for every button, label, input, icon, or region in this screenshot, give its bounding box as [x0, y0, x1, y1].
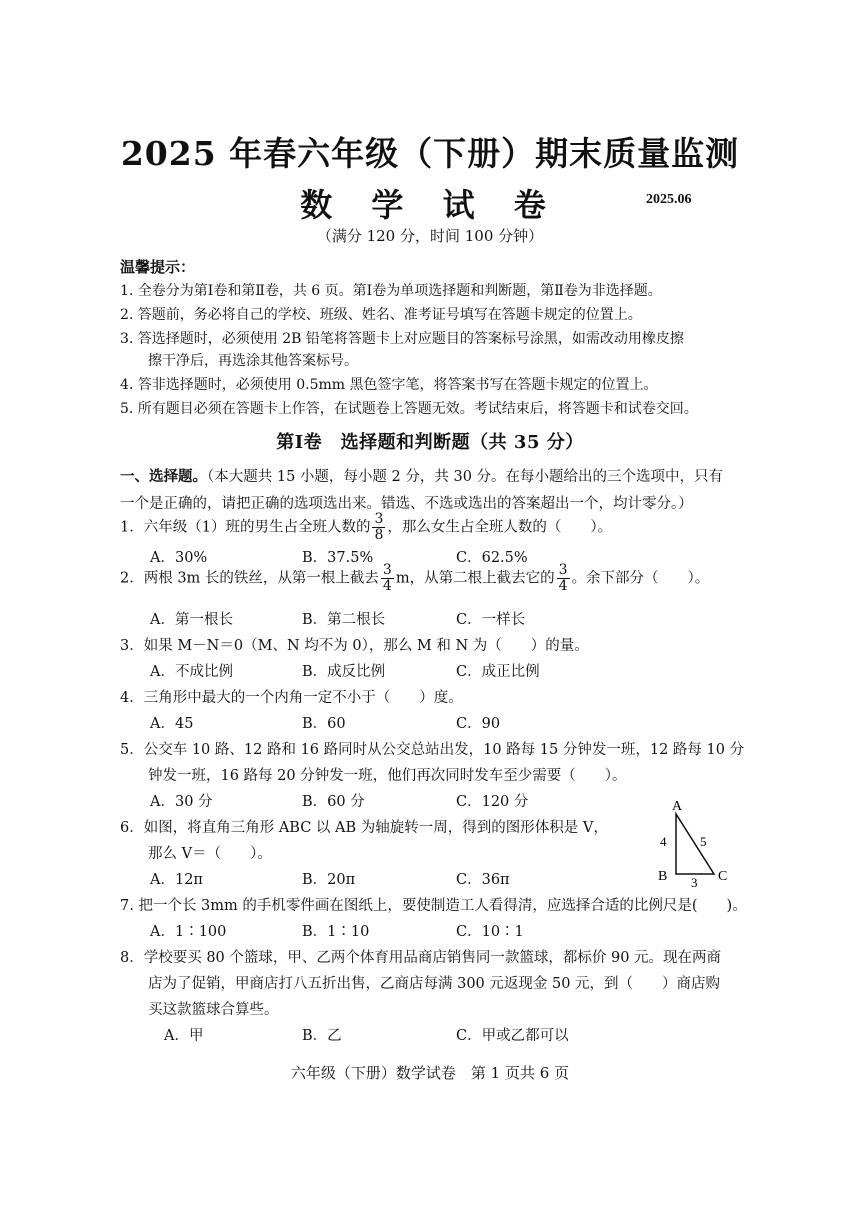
question-2-text-mid: m，从第二根上截去它的	[395, 570, 555, 587]
right-triangle-figure	[652, 796, 742, 888]
question-1	[120, 512, 612, 543]
tip-4: 4. 答非选择题时，必须使用 0.5mm 黑色签字笔，将答案书写在答题卡规定的位置上。	[120, 377, 658, 393]
tip-3: 3. 答选择题时，必须使用 2B 铅笔将答题卡上对应题目的答案标号涂黑，如需改动用橡皮擦	[120, 331, 684, 347]
exam-subject-title: 数 学 试 卷	[300, 186, 560, 224]
option-b[interactable]: B．60	[302, 716, 346, 732]
option-b[interactable]: B．成反比例	[302, 664, 386, 680]
question-2-text: 2．两根 3m 长的铁丝，从第一根上截去	[120, 570, 379, 587]
tips-heading: 温馨提示：	[120, 258, 196, 276]
option-b[interactable]: B．1∶10	[302, 924, 370, 940]
question-8-cont-1: 店为了促销，甲商店打八五折出售，乙商店每满 300 元返现金 50 元，到（ ）商店购	[148, 976, 721, 992]
tip-3-cont: 擦干净后，再选涂其他答案标号。	[148, 353, 358, 369]
option-a[interactable]: A．1∶100	[150, 924, 227, 940]
fraction	[381, 563, 394, 594]
option-a[interactable]: A．甲	[164, 1028, 204, 1044]
vertex-a-label: A	[672, 799, 683, 814]
exam-date: 2025.06	[646, 192, 692, 207]
question-5-cont: 钟发一班，16 路每 20 分钟发一班，他们再次同时发车至少需要（ ）。	[148, 768, 627, 784]
option-c[interactable]: C．62.5%	[456, 550, 528, 566]
option-c[interactable]: C．甲或乙都可以	[456, 1028, 569, 1044]
triangle-shape	[676, 814, 714, 874]
tip-1: 1. 全卷分为第Ⅰ卷和第Ⅱ卷，共 6 页。第Ⅰ卷为单项选择题和判断题，第Ⅱ卷为非选择题。	[120, 283, 662, 299]
option-c[interactable]: C．10∶1	[456, 924, 524, 940]
option-a[interactable]: A．30%	[150, 550, 208, 566]
tip-5: 5. 所有题目必须在答题卡上作答，在试题卷上答题无效。考试结束后，将答题卡和试卷交回。	[120, 401, 698, 417]
option-a[interactable]: A．第一根长	[150, 612, 233, 628]
option-b[interactable]: B．乙	[302, 1028, 342, 1044]
question-1-text: 1．六年级（1）班的男生占全班人数的	[120, 519, 371, 536]
option-b[interactable]: B．20π	[302, 872, 356, 888]
exam-title: 2025 年春六年级（下册）期末质量监测	[120, 134, 740, 173]
fraction-numerator: 3	[382, 562, 392, 578]
section-instruction-1	[120, 465, 723, 486]
page-footer: 六年级（下册）数学试卷 第 1 页共 6 页	[290, 1064, 570, 1082]
question-7: 7. 把一个长 3mm 的手机零件画在图纸上，要使制造工人看得清，应选择合适的比例尺是( )。	[120, 898, 747, 914]
part-label: 一、选择题。	[120, 468, 207, 485]
option-a[interactable]: A．12π	[150, 872, 203, 888]
option-a[interactable]: A．45	[150, 716, 194, 732]
option-a[interactable]: A．30 分	[150, 794, 213, 810]
option-b[interactable]: B．37.5%	[302, 550, 374, 566]
option-c[interactable]: C．成正比例	[456, 664, 540, 680]
fraction-denominator: 4	[382, 578, 392, 594]
question-1-text-end: ，那么女生占全班人数的（ ）。	[387, 519, 613, 536]
question-4: 4．三角形中最大的一个内角一定不小于（ ）度。	[120, 690, 463, 706]
option-c[interactable]: C．120 分	[456, 794, 529, 810]
question-8: 8．学校要买 80 个篮球，甲、乙两个体育用品商店销售同一款篮球，都标价 90 元。现在两商	[120, 950, 722, 966]
question-6-cont: 那么 V＝（ ）。	[148, 846, 272, 862]
question-6: 6．如图，将直角三角形 ABC 以 AB 为轴旋转一周，得到的图形体积是 V，	[120, 820, 608, 836]
section-title: 第Ⅰ卷 选择题和判断题（共 35 分）	[276, 432, 584, 453]
question-3: 3．如果 M－N＝0（M、N 均不为 0），那么 M 和 N 为（ ）的量。	[120, 638, 589, 654]
question-2	[120, 563, 709, 594]
vertex-c-label: C	[718, 869, 728, 884]
fraction-denominator: 8	[374, 527, 384, 543]
option-b[interactable]: B．60 分	[302, 794, 365, 810]
fraction-numerator: 3	[374, 511, 384, 527]
option-b[interactable]: B．第二根长	[302, 612, 386, 628]
section-instruction-2: 一个是正确的，请把正确的选项选出来。错选、不选或选出的答案超出一个，均计零分。）	[120, 496, 693, 512]
question-8-cont-2: 买这款篮球合算些。	[148, 1002, 279, 1018]
side-bc-label: 3	[691, 875, 698, 888]
instruction-text-1: （本大题共 15 小题，每小题 2 分，共 30 分。在每小题给出的三个选项中，只有	[207, 469, 724, 485]
question-5: 5．公交车 10 路、12 路和 16 路同时从公交总站出发，10 路每 15 分钟发一班，12 路每 10 分	[120, 742, 745, 758]
fraction-denominator: 4	[558, 578, 568, 594]
exam-score-time: （满分 120 分，时间 100 分钟）	[316, 227, 544, 245]
vertex-b-label: B	[658, 869, 668, 884]
fraction	[557, 563, 570, 594]
side-ac-label: 5	[700, 834, 707, 849]
tip-2: 2. 答题前，务必将自己的学校、班级、姓名、准考证号填写在答题卡规定的位置上。	[120, 307, 642, 323]
question-2-text-end: 。余下部分（ ）。	[571, 570, 710, 587]
fraction	[372, 512, 385, 543]
option-c[interactable]: C．90	[456, 716, 501, 732]
option-a[interactable]: A．不成比例	[150, 664, 233, 680]
side-ab-label: 4	[660, 834, 667, 849]
fraction-numerator: 3	[558, 562, 568, 578]
option-c[interactable]: C．36π	[456, 872, 510, 888]
option-c[interactable]: C．一样长	[456, 612, 526, 628]
